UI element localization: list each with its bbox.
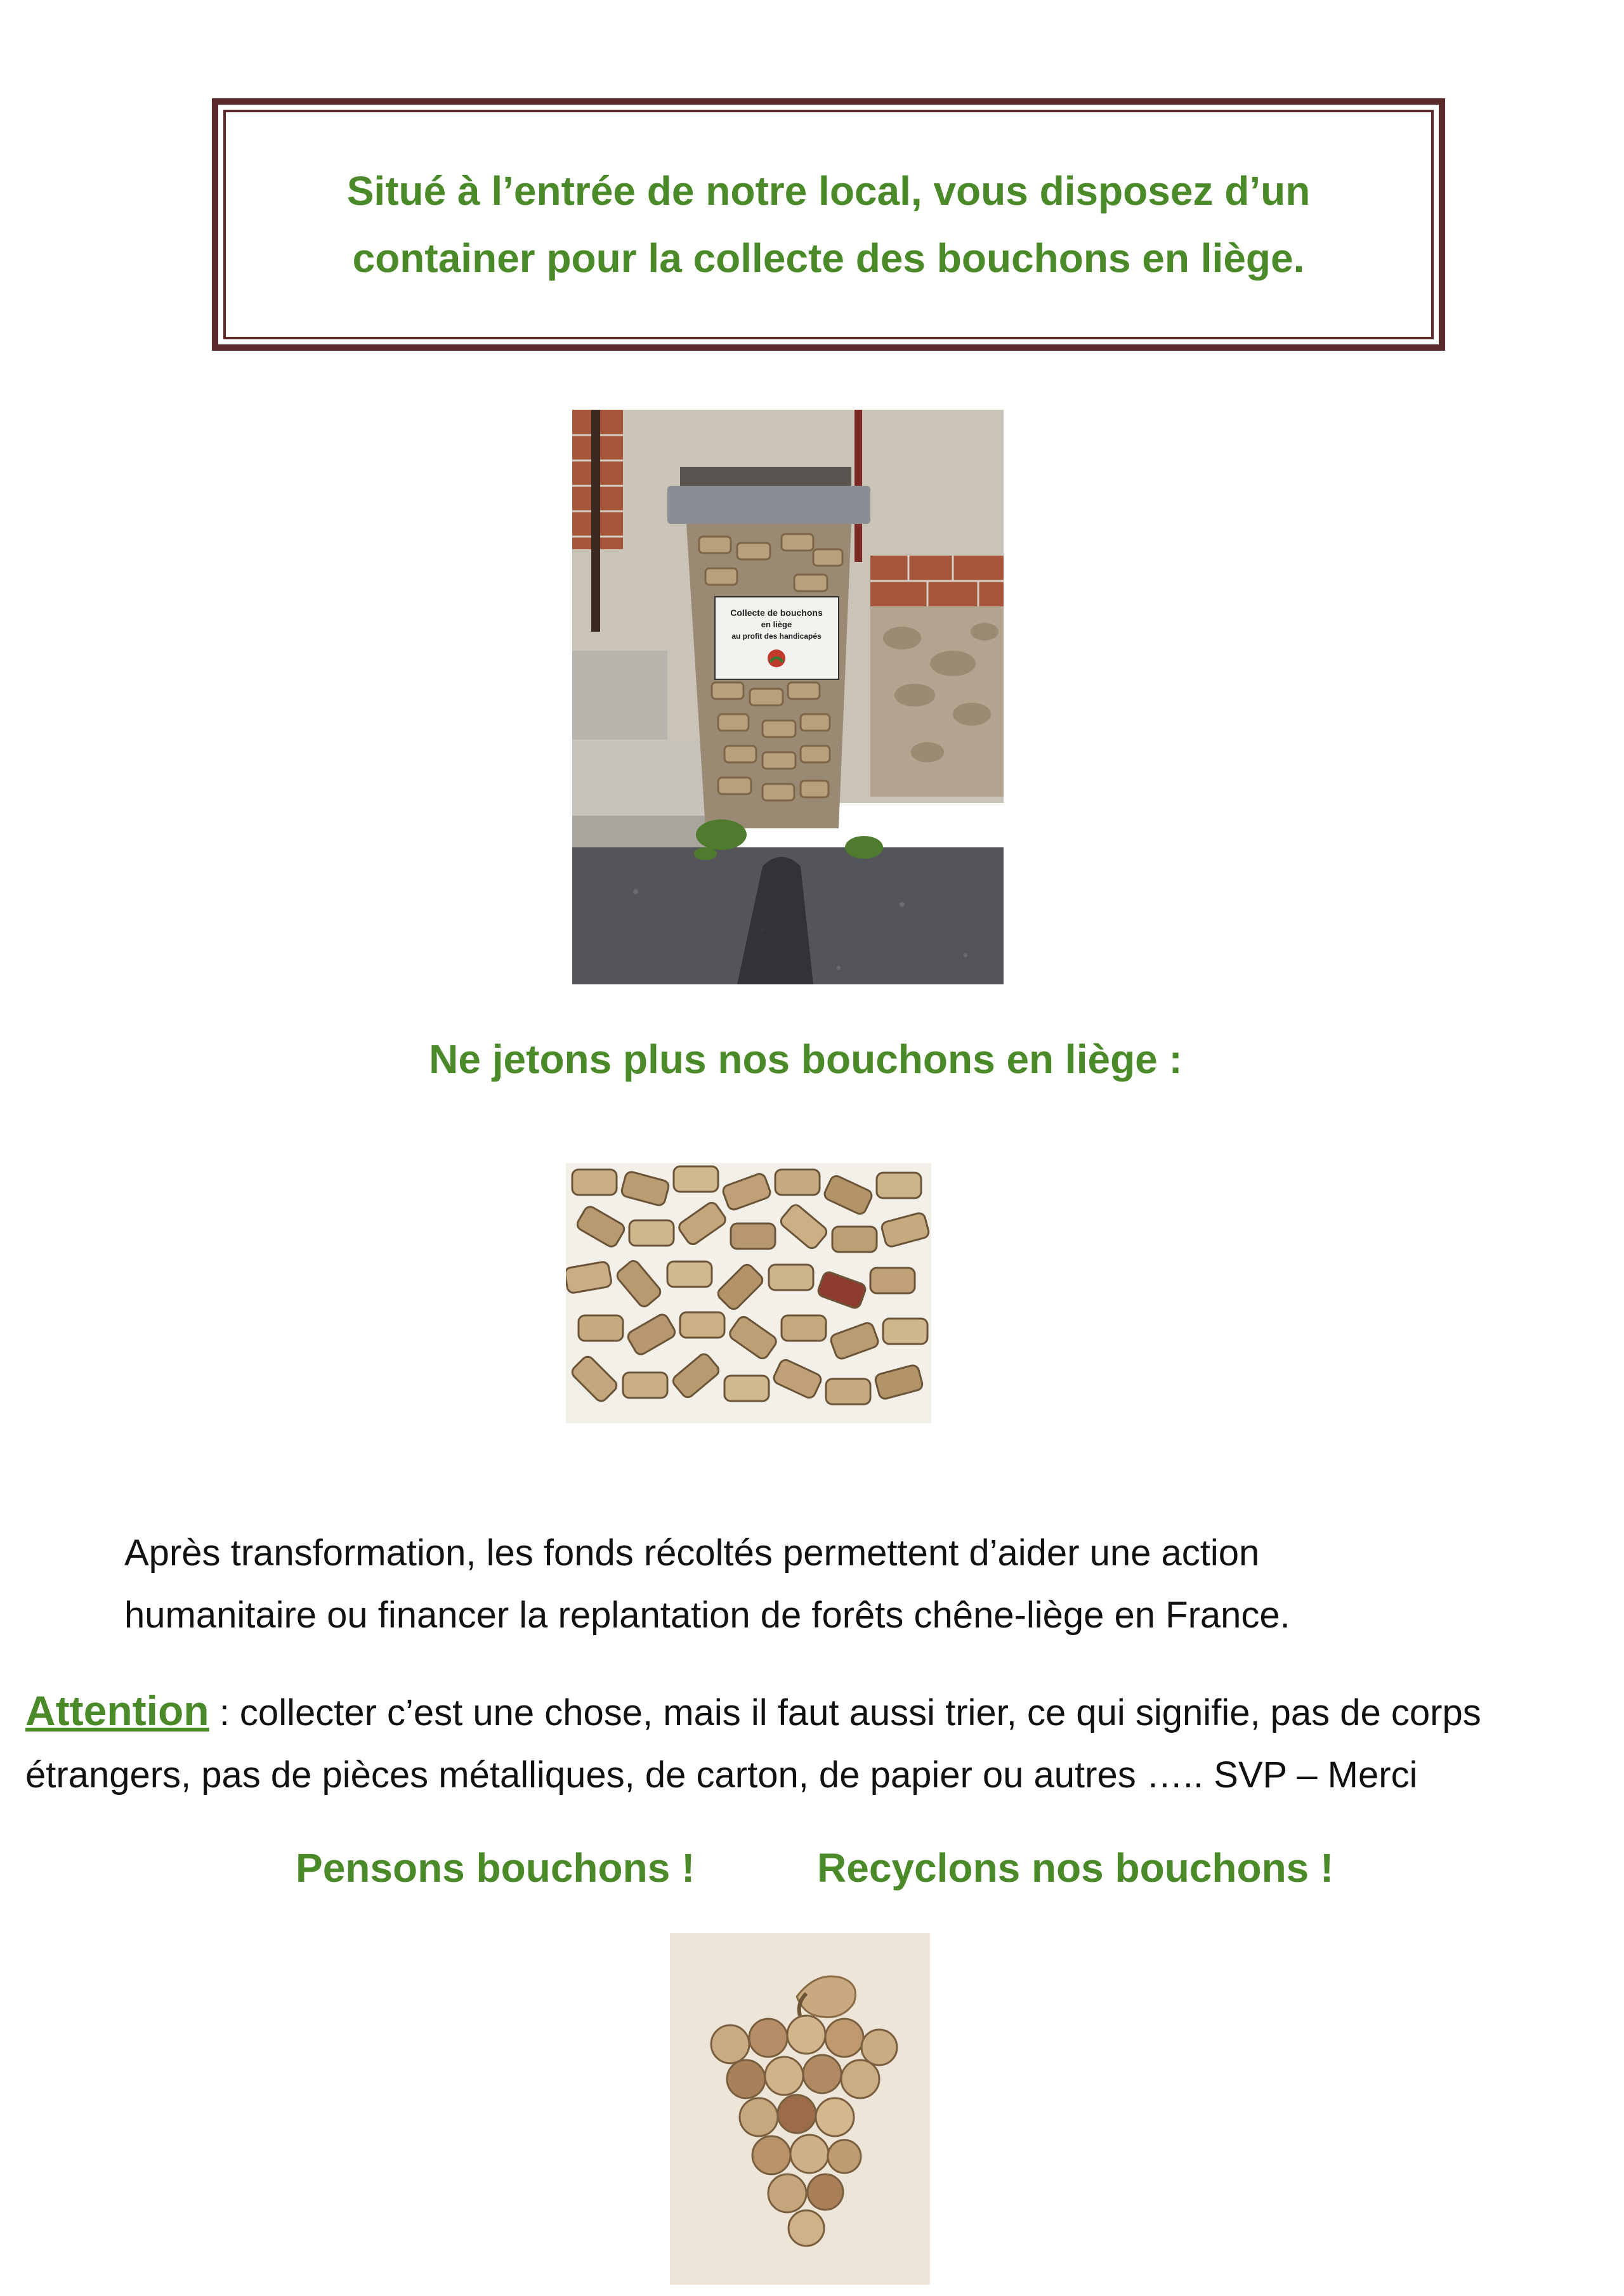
header-line-2: container pour la collecte des bouchons en liège. (352, 235, 1305, 281)
corks-pile-photo (566, 1163, 931, 1423)
slogan-left: Pensons bouchons ! (296, 1845, 695, 1891)
attention-label: Attention (25, 1687, 209, 1734)
slogan-right: Recyclons nos bouchons ! (817, 1845, 1334, 1891)
subheading (0, 1027, 1624, 1091)
subheading-text: Ne jetons plus nos bouchons en liège : (429, 1036, 1182, 1082)
slogans-row (0, 1836, 1624, 1906)
info-paragraph-line-2: humanitaire ou financer la replantation de forêts chêne-liège en France. (124, 1595, 1290, 1636)
header-frame (212, 98, 1445, 351)
cork-grape-photo (670, 1933, 930, 2285)
info-paragraph (124, 1522, 1290, 1647)
cork-bin-photo (572, 410, 1004, 984)
attention-line-1-text: : collecter c’est une chose, mais il faut aussi trier, ce qui signifie, pas de corps (209, 1692, 1481, 1733)
bin-sign-line-3: au profit des handicapés (731, 632, 822, 641)
attention-paragraph (25, 1680, 1481, 1806)
header-inner-frame (223, 110, 1434, 339)
attention-line-1 (25, 1680, 1481, 1744)
bin-sign-line-1: Collecte de bouchons (730, 608, 823, 618)
header-line-1: Situé à l’entrée de notre local, vous disposez d’un (346, 168, 1311, 214)
info-paragraph-line-1: Après transformation, les fonds récoltés permettent d’aider une action (124, 1532, 1260, 1574)
bin-sign-line-2: en liège (761, 620, 792, 629)
attention-line-2: étrangers, pas de pièces métalliques, de carton, de papier ou autres ….. SVP – Merci (25, 1754, 1418, 1796)
